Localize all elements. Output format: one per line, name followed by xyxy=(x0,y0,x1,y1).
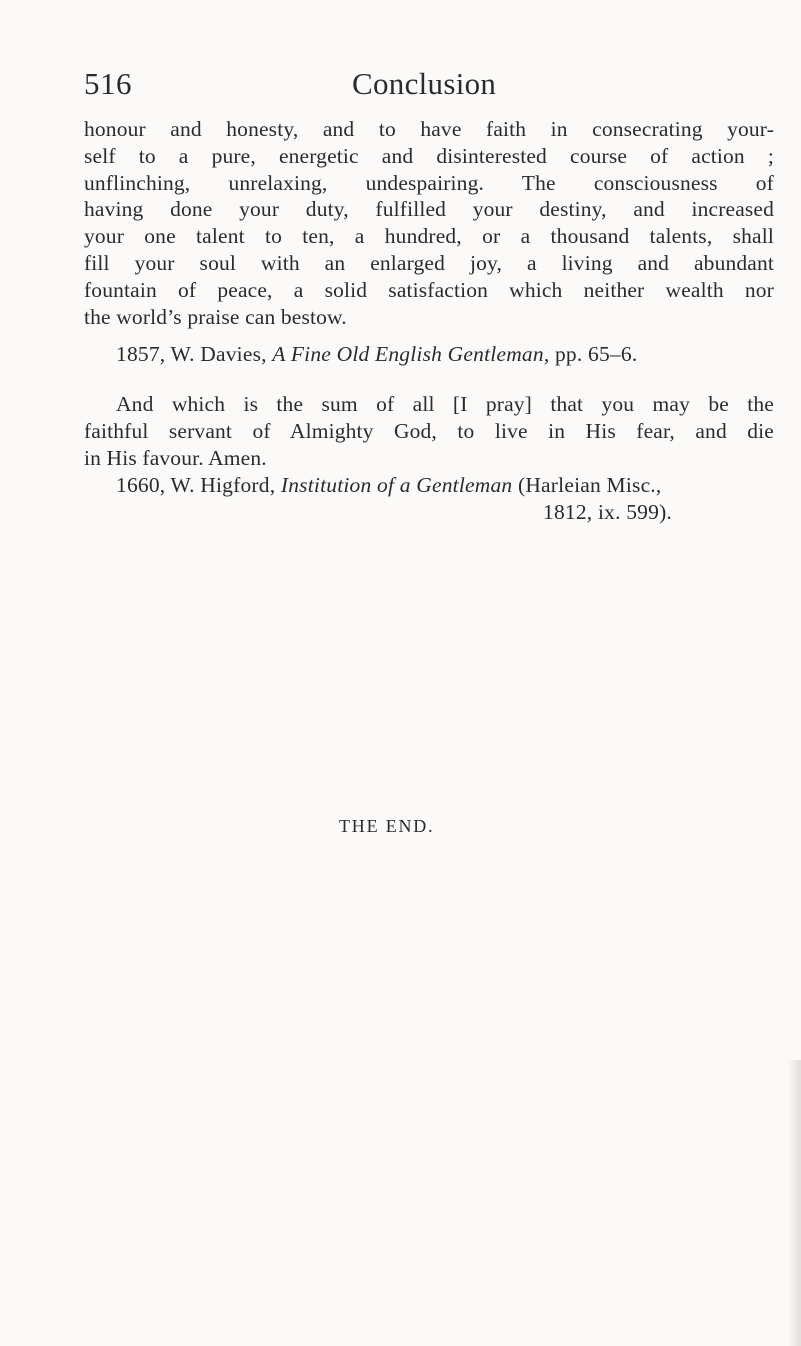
paragraph-line: And which is the sum of all [I pray] that you may be the xyxy=(116,392,774,416)
running-head-title: Conclusion xyxy=(352,66,497,101)
citation-2-prefix: 1660, W. Higford, xyxy=(116,473,281,497)
citation-2-title: Institution of a Gentleman xyxy=(280,473,513,497)
page-number: 516 xyxy=(84,66,132,101)
citation-1-prefix: 1857, W. Davies, xyxy=(116,342,273,366)
paragraph-line: the world’s praise can bestow. xyxy=(84,304,347,329)
citation-2-continuation: 1812, ix. 599). xyxy=(543,500,673,524)
page-edge-shadow xyxy=(787,1060,801,1346)
paragraph-line: having done your duty, fulfilled your destiny, and increased xyxy=(84,197,774,222)
citation-1-title: A Fine Old English Gentleman, xyxy=(272,342,550,366)
the-end-label: THE END. xyxy=(339,816,435,836)
citation-2-suffix: (Harleian Misc., xyxy=(512,473,662,497)
paragraph-2 xyxy=(84,391,774,471)
citation-2 xyxy=(116,472,661,499)
paragraph-line: honour and honesty, and to have faith in consecrating your- xyxy=(84,117,774,141)
paragraph-line: self to a pure, energetic and disinterested course of action ; xyxy=(84,143,774,168)
paragraph-line: in His favour. Amen. xyxy=(84,445,267,470)
paragraph-line: unflinching, unrelaxing, undespairing. The consciousness of xyxy=(84,170,774,195)
paragraph-line: your one talent to ten, a hundred, or a thousand talents, shall xyxy=(84,224,774,249)
paragraph-line: fountain of peace, a solid satisfaction which neither wealth nor xyxy=(84,277,774,302)
citation-1-suffix: pp. 65–6. xyxy=(549,342,638,366)
citation-1 xyxy=(116,341,637,368)
paragraph-1 xyxy=(84,116,774,330)
paragraph-line: faithful servant of Almighty God, to live in His fear, and die xyxy=(84,418,774,443)
paragraph-line: fill your soul with an enlarged joy, a living and abundant xyxy=(84,250,774,275)
